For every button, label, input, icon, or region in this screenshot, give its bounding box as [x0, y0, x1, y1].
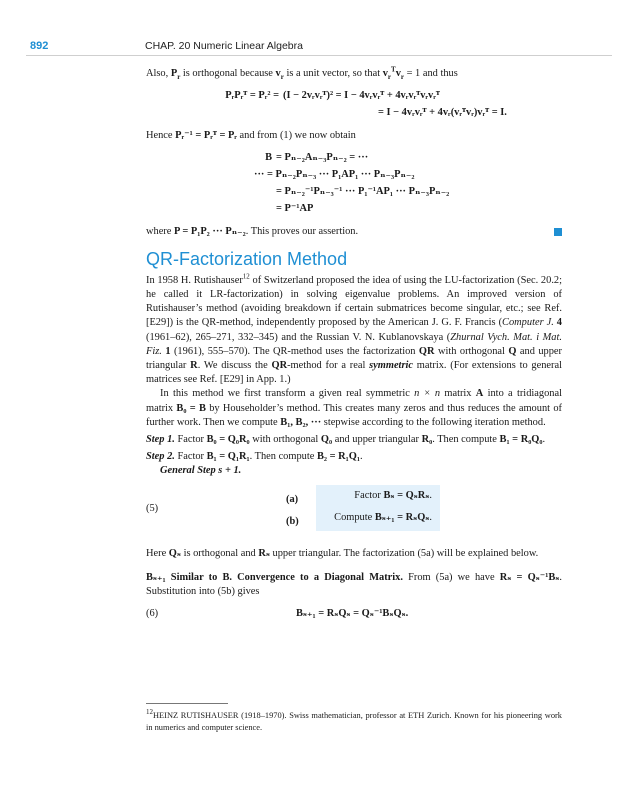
highlight-box — [316, 485, 440, 531]
text: is orthogonal and — [180, 547, 259, 559]
math: Q — [508, 345, 517, 357]
main-content — [146, 67, 562, 625]
math: n × n — [414, 388, 441, 400]
iteration-system-5 — [146, 485, 562, 539]
emphasis: symmetric — [369, 360, 413, 372]
footnote-name: HEINZ RUTISHAUSER — [153, 711, 239, 720]
text: . — [542, 434, 546, 446]
text: Also, — [146, 68, 171, 79]
text: into a tridiagonal matrix — [146, 388, 562, 414]
paragraph-heading: Bₛ₊₁ Similar to B. Convergence to a Diagonal Matrix. — [146, 571, 403, 583]
math: Rₛ — [258, 547, 270, 559]
page-number: 892 — [30, 40, 49, 52]
eq-row: = P⁻¹AP — [276, 203, 314, 215]
text: Hence — [146, 130, 176, 142]
math: QR — [418, 345, 435, 357]
section-title: QR-Factorization Method — [146, 248, 348, 269]
text: is orthogonal because — [180, 68, 276, 79]
text: with orthogonal — [434, 345, 509, 357]
text: and from (1) we now obtain — [236, 130, 356, 142]
math: B₁ = R₀Q₀ — [499, 434, 543, 446]
step-label: Step 1. — [146, 434, 175, 446]
similarity-paragraph — [146, 571, 562, 599]
equation-orthogonality — [146, 89, 562, 123]
step-1 — [146, 433, 562, 447]
math-P: P = P₁P₂ ··· Pₙ₋₂ — [173, 226, 246, 238]
end-of-proof-icon — [554, 228, 562, 236]
text: . Then compute — [249, 451, 317, 463]
footnote-text: (1918–1970). Swiss mathematician, professor at ETH Zurich. Known for his pioneering work in numerics and computer science. — [146, 711, 562, 732]
math: B₀ = B — [176, 402, 206, 414]
text: Factor — [174, 451, 207, 463]
volume: 1 — [161, 345, 171, 357]
journal-name: Computer J. — [502, 317, 554, 329]
footnote-number: 12 — [146, 708, 153, 717]
text: -method for a real — [287, 360, 370, 372]
text: (1961–62), 265–271, 332–345) and the Russian V. N. Kublanovskaya ( — [146, 331, 451, 343]
footnote-rule — [146, 703, 228, 704]
eq-lhs: B — [265, 152, 272, 164]
math-vr: $v_r$ — [275, 68, 284, 82]
step-2 — [146, 450, 562, 464]
text: stepwise according to the following iteration method. — [321, 416, 546, 428]
volume: 4 — [553, 317, 562, 329]
step-label: Step 2. — [146, 451, 175, 463]
text: . Then compute — [432, 434, 500, 446]
equation-5b: Compute Bₛ₊₁ = RₛQₛ. — [334, 511, 432, 523]
text: by Householder’s method. This creates many zeros and thus reduces the amount of further work. Then we compute — [146, 402, 562, 428]
text: is a unit vector, so that — [283, 68, 383, 79]
eq-rhs-2: = I − 4vᵣvᵣᵀ + 4vᵣ(vᵣᵀvᵣ)vᵣᵀ = I. — [378, 107, 507, 119]
where-paragraph — [146, 225, 562, 239]
text: matrix. (For extensions to general matrices see Ref. [E29] in App. 1.) — [146, 360, 563, 386]
explanation-paragraph — [146, 547, 562, 561]
math: Q₀ — [320, 434, 333, 446]
text: . — [359, 451, 363, 463]
equation-6 — [146, 607, 562, 625]
text: with orthogonal — [249, 434, 321, 446]
footnote — [146, 710, 562, 733]
math: QR — [271, 360, 288, 372]
general-step: General Step s + 1. — [160, 465, 242, 477]
math: B₁ = Q₁R₁ — [206, 451, 250, 463]
eq-row: = Pₙ₋₂⁻¹Pₙ₋₃⁻¹ ··· P₁⁻¹AP₁ ··· Pₙ₋₃Pₙ₋₂ — [276, 186, 450, 198]
header-rule — [26, 55, 612, 56]
system-tags — [286, 489, 299, 533]
equation-number: (6) — [146, 608, 159, 620]
equation-similarity — [146, 151, 562, 219]
eq-rhs-1: (I − 2vᵣvᵣᵀ)² = I − 4vᵣvᵣᵀ + 4vᵣvᵣᵀvᵣvᵣᵀ — [283, 90, 440, 102]
text: (1961), 555–570). The QR-method uses the factorization — [170, 345, 419, 357]
qr-intro-paragraph — [146, 274, 562, 388]
math: R — [190, 360, 198, 372]
tag-b: (b) — [286, 515, 299, 527]
math: B₂ = R₁Q₁ — [316, 451, 360, 463]
text: In 1958 H. Rutishauser — [146, 274, 243, 286]
equation-body: Bₛ₊₁ = RₛQₛ = Qₛ⁻¹BₛQₛ. — [296, 608, 409, 620]
eq-lhs: PᵣPᵣᵀ = Pᵣ² = — [225, 90, 279, 102]
math: Qₛ — [168, 547, 181, 559]
math: Rₛ = Qₛ⁻¹Bₛ — [499, 571, 560, 583]
intro-paragraph — [146, 67, 562, 81]
text: . Substitution into (5b) gives — [146, 571, 562, 598]
math-vTv: $v_r^Tv_r$ — [382, 65, 404, 82]
math: A — [475, 388, 484, 400]
text: upper triangular. The factorization (5a) will be explained below. — [269, 547, 539, 559]
math-relation: Pᵣ⁻¹ = Pᵣᵀ = Pᵣ — [175, 130, 237, 142]
text: In this method we first transform a given real symmetric — [160, 388, 415, 400]
text: Here — [146, 547, 169, 559]
footnote-ref: 12 — [242, 272, 250, 281]
text: and upper triangular — [146, 345, 562, 372]
text: = 1 and thus — [404, 68, 458, 79]
tag-a: (a) — [286, 493, 299, 505]
running-head: CHAP. 20 Numeric Linear Algebra — [145, 40, 303, 52]
math: B₀ = Q₀R₀ — [206, 434, 250, 446]
text: where — [146, 226, 174, 238]
text: and upper triangular — [332, 434, 422, 446]
text: . This proves our assertion. — [245, 226, 359, 238]
text: . We discuss the — [197, 360, 272, 372]
math: B₁, B₂, ··· — [280, 416, 322, 428]
journal-name: Zhurnal Vych. Mat. i Mat. Fiz. — [146, 331, 562, 357]
eq-row: ··· = Pₙ₋₂Pₙ₋₃ ··· P₁AP₁ ··· Pₙ₋₃Pₙ₋₂ — [254, 169, 415, 181]
math-Pr: $P_r$ — [170, 68, 181, 82]
equation-5a: Factor Bₛ = QₛRₛ. — [354, 489, 432, 501]
text: Factor — [174, 434, 207, 446]
eq-row: = Pₙ₋₂Aₙ₋₃Pₙ₋₂ = ··· — [276, 152, 369, 164]
text: matrix — [440, 388, 476, 400]
hence-paragraph — [146, 129, 562, 143]
math: R₀ — [421, 434, 433, 446]
text: of Switzerland proposed the idea of using the LU-factorization (Sec. 20.2; he called it LR-factorization) in solving eigenvalue problems. An improved version of Rutishauser’s method (avoiding breakdown if certain submatrices become singular, etc.; see Ref. [E29]) is the QR-method, independently proposed by the American J. G. F. Francis ( — [146, 274, 562, 329]
transform-paragraph — [146, 387, 562, 430]
equation-number: (5) — [146, 502, 159, 514]
text: From (5a) we have — [402, 571, 500, 583]
